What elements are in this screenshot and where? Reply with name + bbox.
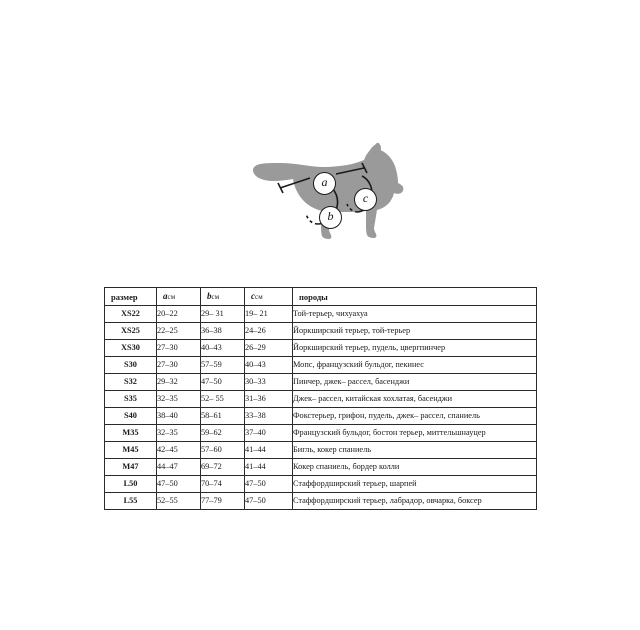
cell-b: 69–72 — [201, 459, 245, 476]
cell-size: L55 — [105, 493, 157, 510]
cell-a: 38–40 — [157, 408, 201, 425]
cell-size: L50 — [105, 476, 157, 493]
cell-a: 27–30 — [157, 357, 201, 374]
table-row — [105, 408, 537, 425]
cell-c: 41–44 — [245, 442, 293, 459]
header-b — [201, 288, 245, 306]
cell-c: 30–33 — [245, 374, 293, 391]
cell-size: S35 — [105, 391, 157, 408]
cell-c: 24–26 — [245, 323, 293, 340]
size-table-container — [104, 287, 536, 510]
cell-a: 47–50 — [157, 476, 201, 493]
cell-b: 59–62 — [201, 425, 245, 442]
cell-size: M45 — [105, 442, 157, 459]
cell-a: 44–47 — [157, 459, 201, 476]
cell-b: 40–43 — [201, 340, 245, 357]
cell-size: M47 — [105, 459, 157, 476]
cell-b: 47–50 — [201, 374, 245, 391]
measure-badge-b: b — [319, 206, 342, 229]
measurement-lines — [240, 140, 410, 265]
cell-breeds: Мопс, французский бульдог, пекинес — [293, 357, 537, 374]
cell-a: 32–35 — [157, 425, 201, 442]
cell-size: S32 — [105, 374, 157, 391]
cell-b: 36–38 — [201, 323, 245, 340]
cell-a: 22–25 — [157, 323, 201, 340]
header-c — [245, 288, 293, 306]
cell-breeds: Фокстерьер, грифон, пудель, джек– рассел, спаниель — [293, 408, 537, 425]
header-c-unit: см — [255, 293, 263, 301]
cell-c: 41–44 — [245, 459, 293, 476]
measure-badge-c: c — [354, 188, 377, 211]
cell-breeds: Той-терьер, чихуахуа — [293, 306, 537, 323]
cell-c: 33–38 — [245, 408, 293, 425]
cell-size: XS25 — [105, 323, 157, 340]
cell-c: 47–50 — [245, 476, 293, 493]
cell-c: 26–29 — [245, 340, 293, 357]
cell-c: 31–36 — [245, 391, 293, 408]
table-header — [105, 288, 537, 306]
cell-breeds: Джек– рассел, китайская хохлатая, басенджи — [293, 391, 537, 408]
cell-size: XS22 — [105, 306, 157, 323]
table-row — [105, 306, 537, 323]
cell-a: 52–55 — [157, 493, 201, 510]
cell-b: 70–74 — [201, 476, 245, 493]
header-c-letter: c — [251, 291, 255, 301]
cell-breeds: Стаффордширский терьер, шарпей — [293, 476, 537, 493]
cell-c: 19– 21 — [245, 306, 293, 323]
cell-b: 57–59 — [201, 357, 245, 374]
table-row — [105, 425, 537, 442]
header-b-unit: см — [211, 293, 220, 301]
cell-size: XS30 — [105, 340, 157, 357]
table-row — [105, 340, 537, 357]
cell-a: 42–45 — [157, 442, 201, 459]
header-a-letter: a — [163, 291, 168, 301]
cell-c: 40–43 — [245, 357, 293, 374]
table-row — [105, 357, 537, 374]
cell-breeds: Бигль, кокер спаниель — [293, 442, 537, 459]
header-a-unit: см — [167, 293, 176, 301]
cell-b: 29– 31 — [201, 306, 245, 323]
cell-b: 58–61 — [201, 408, 245, 425]
header-b-letter: b — [207, 291, 212, 301]
cell-breeds: Йоркширский терьер, той-терьер — [293, 323, 537, 340]
table-row — [105, 493, 537, 510]
size-table — [104, 287, 537, 510]
cell-size: S40 — [105, 408, 157, 425]
table-body — [105, 306, 537, 510]
table-row — [105, 374, 537, 391]
cell-a: 29–32 — [157, 374, 201, 391]
cell-b: 52– 55 — [201, 391, 245, 408]
table-header-row — [105, 288, 537, 306]
cell-breeds: Французский бульдог, бостон терьер, миттельшнауцер — [293, 425, 537, 442]
cell-breeds: Стаффордширский терьер, лабрадор, овчарка, боксер — [293, 493, 537, 510]
cell-a: 32–35 — [157, 391, 201, 408]
measure-badge-a: a — [313, 172, 336, 195]
cell-breeds: Пинчер, джек– рассел, басенджи — [293, 374, 537, 391]
header-breeds: породы — [293, 288, 537, 306]
cell-a: 27–30 — [157, 340, 201, 357]
cell-breeds: Кокер спаниель, бордер колли — [293, 459, 537, 476]
table-row — [105, 391, 537, 408]
dog-measurement-illustration — [240, 140, 410, 265]
cell-size: M35 — [105, 425, 157, 442]
cell-b: 57–60 — [201, 442, 245, 459]
header-a — [157, 288, 201, 306]
cell-breeds: Йоркширский терьер, пудель, цвергпинчер — [293, 340, 537, 357]
cell-a: 20–22 — [157, 306, 201, 323]
table-row — [105, 476, 537, 493]
cell-size: S30 — [105, 357, 157, 374]
cell-c: 47–50 — [245, 493, 293, 510]
cell-b: 77–79 — [201, 493, 245, 510]
header-size: размер — [105, 288, 157, 306]
table-row — [105, 459, 537, 476]
table-row — [105, 323, 537, 340]
table-row — [105, 442, 537, 459]
cell-c: 37–40 — [245, 425, 293, 442]
